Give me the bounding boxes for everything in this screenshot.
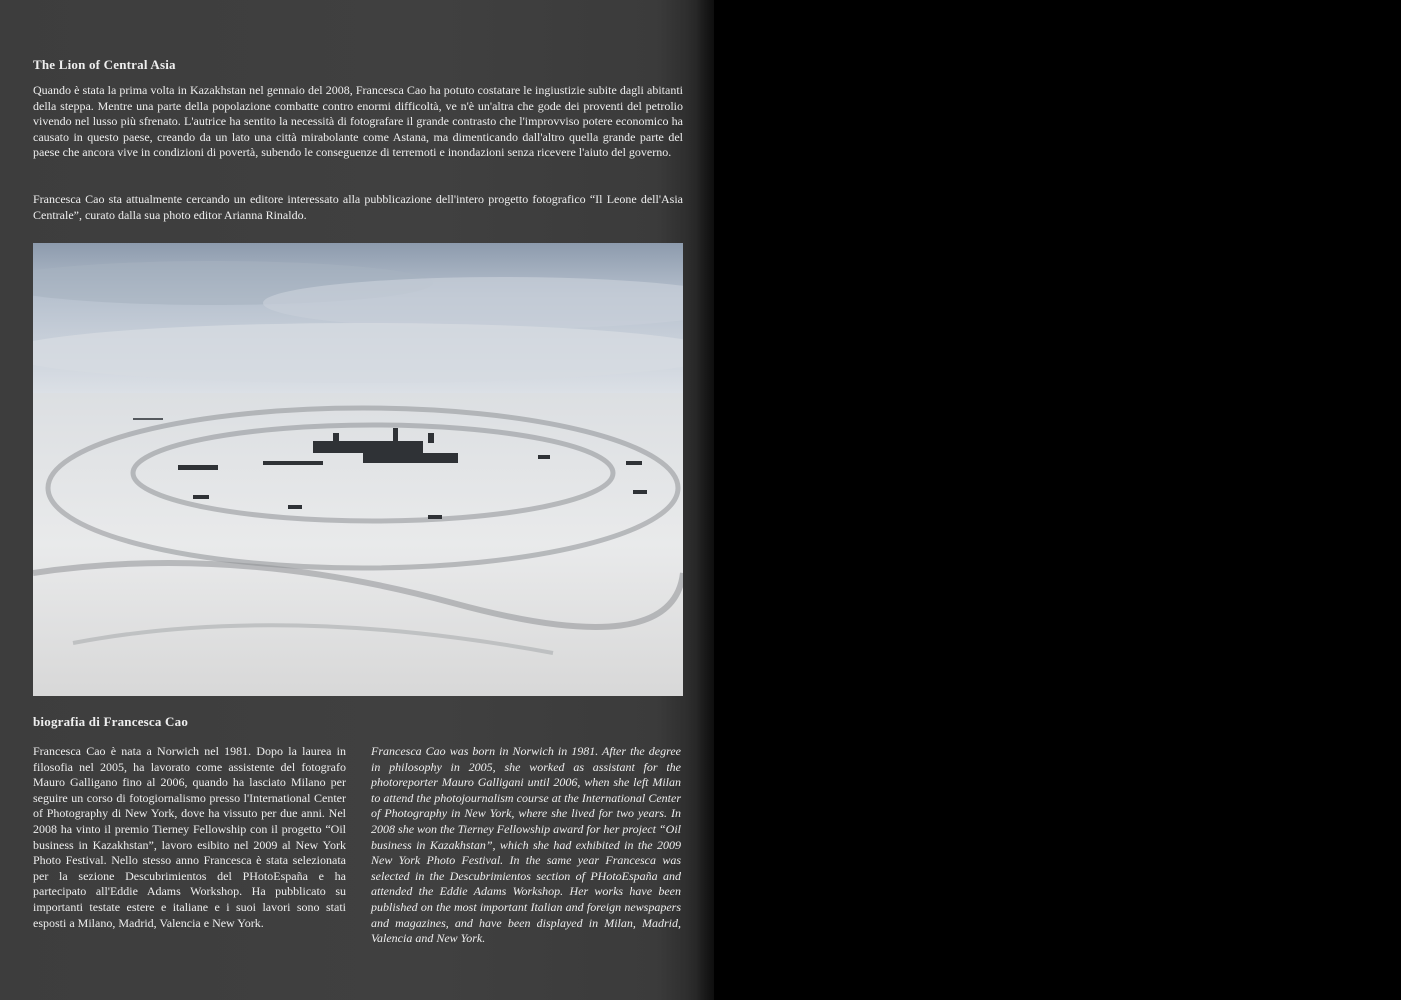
biography-title: biografia di Francesca Cao — [33, 714, 189, 729]
article-paragraph-publisher: Francesca Cao sta attualmente cercando un editore interessato alla pubblicazione dell'intero progetto fotografico “Il Leone dell'Asia Centrale”, curato dalla sua photo editor Arianna Rinaldo. — [33, 192, 683, 222]
article-title: The Lion of Central Asia — [33, 57, 176, 72]
page-gutter-shadow — [696, 0, 714, 1000]
article-paragraph-intro: Quando è stata la prima volta in Kazakhstan nel gennaio del 2008, Francesca Cao ha potuto costatare le ingiustizie subite dagli abitanti della steppa. Mentre una parte della popolazione combatte contro enormi difficoltà, ve n'è un'altra che gode dei proventi del petrolio vivendo nel lusso più sfrenato. L'autrice ha sentito la necessità di fotografare il grande contrasto che l'improvviso potere economico ha causato in questo paese, creando da un lato una città mirabolante come Astana, ma dimenticando dall'altro quella grande parte del paese che ancora vive in condizioni di povertà, subendo le conseguenze di terremoti e inondazioni senza ricevere l'aiuto del governo. — [33, 83, 683, 160]
biography-italian-text: Francesca Cao è nata a Norwich nel 1981. Dopo la laurea in filosofia nel 2005, ha lavorato come assistente del fotografo Mauro Galligano fino al 2006, quando ha lasciato Milano per seguire un corso di fotogiornalismo presso l'International Center of Photography di New York, dove ha vissuto per due anni. Nel 2008 ha vinto il premio Tierney Fellowship con il progetto “Oil business in Kazakhstan”, lavoro esibito nel 2009 al New York Photo Festival. Nello stesso anno Francesca è stata selezionata per la sezione Descubrimientos del PHotoEspaña e ha partecipato all'Eddie Adams Workshop. Ha pubblicato su importanti testate estere e italiane e i suoi lavori sono stati esposti a Milano, Madrid, Valencia e New York. — [33, 744, 346, 930]
biography-english-text: Francesca Cao was born in Norwich in 1981. After the degree in philosophy in 2005, she worked as assistant for the photoreporter Mauro Galligani until 2006, when she left Milan to attend the photojournalism course at the International Center of Photography in New York, where she lived for two years. In 2008 she won the Tierney Fellowship award for her project “Oil business in Kazakhstan”, which she had exhibited in the 2009 New York Photo Festival. In the same year Francesca was selected in the Descubrimientos section of PHotoEspaña and attended the Eddie Adams Workshop. Her works have been published on the most important Italian and foreign newspapers and magazines, and have been displayed in Milan, Madrid, Valencia and New York. — [371, 744, 681, 946]
aerial-photo-oil-platform — [33, 243, 683, 696]
